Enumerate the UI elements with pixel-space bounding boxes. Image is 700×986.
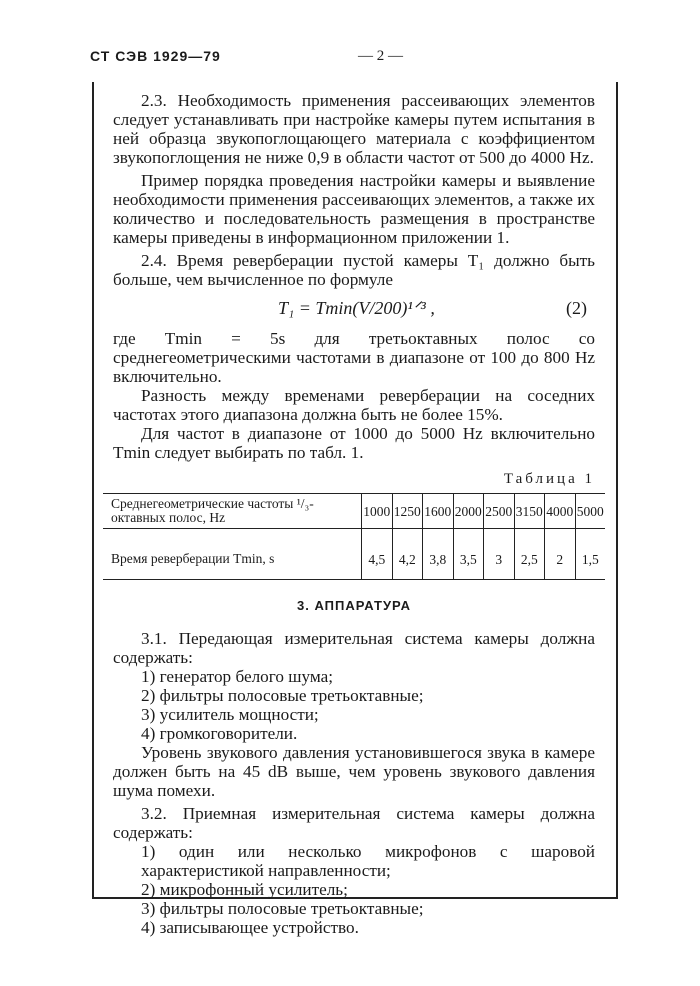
paragraph-3-2: 3.2. Приемная измерительная система камеры должна содержать: [113, 804, 595, 842]
list-item: 2) микрофонный усилитель; [141, 880, 348, 899]
list-item: 2) фильтры полосовые третьоктавные; [141, 686, 424, 705]
table-frequency: 1000 [362, 494, 393, 529]
standard-number: СТ СЭВ 1929—79 [90, 48, 221, 64]
table-value: 3,8 [423, 539, 454, 580]
table-value: 2,5 [514, 539, 545, 580]
page-header [90, 48, 610, 72]
table-value: 4,5 [362, 539, 393, 580]
list-item: 3) усилитель мощности; [141, 705, 319, 724]
paragraph-table-reference: Для частот в диапазоне от 1000 до 5000 Hz включительно Tmin следует выбирать по табл. 1. [113, 424, 595, 462]
table-body-row [103, 539, 605, 580]
table-header-row [103, 494, 605, 529]
table-header-label: Среднегеометрические частоты ¹/₃-октавных полос, Hz [103, 494, 362, 529]
formula: T₁ = Tmin(V/200)¹ᐟ³ , [278, 298, 435, 318]
paragraph-where: где Tmin = 5s для третьоктавных полос со среднегеометрическими частотами в диапазоне от 100 до 800 Hz включительно. [113, 329, 595, 386]
paragraph-difference: Разность между временами реверберации на соседних частотах этого диапазона должна быть не более 15%. [113, 386, 595, 424]
formula-number: (2) [566, 298, 587, 318]
table-frequency: 3150 [514, 494, 545, 529]
table-value: 4,2 [392, 539, 423, 580]
table-value: 3 [484, 539, 515, 580]
list-item: 4) записывающее устройство. [141, 918, 359, 937]
table-value: 2 [545, 539, 576, 580]
table-frequency: 1250 [392, 494, 423, 529]
paragraph-2-4: 2.4. Время реверберации пустой камеры T₁ должно быть больше, чем вычисленное по формуле [113, 251, 595, 289]
list-item: 3) фильтры полосовые третьоктавные; [141, 899, 424, 918]
table-frequency: 4000 [545, 494, 576, 529]
list-item: 1) генератор белого шума; [141, 667, 334, 686]
list-item: 4) громкоговорители. [141, 724, 298, 743]
paragraph-level: Уровень звукового давления установившегося звука в камере должен быть на 45 dB выше, чем уровень звукового давления шума помехи. [113, 743, 595, 800]
formula-block [113, 289, 595, 329]
section-title: 3. АППАРАТУРА [297, 598, 411, 613]
list-item: 1) один или несколько микрофонов с шаровой характеристикой направленности; [141, 842, 595, 880]
table-frequency: 1600 [423, 494, 454, 529]
table-value: 1,5 [575, 539, 605, 580]
table-value: 3,5 [453, 539, 484, 580]
table-frequency: 5000 [575, 494, 605, 529]
table-frequency: 2000 [453, 494, 484, 529]
document-body [111, 91, 604, 937]
table-row-label: Время реверберации Tmin, s [103, 539, 362, 580]
paragraph-3-1: 3.1. Передающая измерительная система камеры должна содержать: [113, 629, 595, 667]
paragraph-2-3: 2.3. Необходимость применения рассеивающих элементов следует устанавливать при настройке камеры путем испытания в ней образца звукопоглощающего материала с коэффициентом звукопоглощения не ниже 0,9 в области частот от 500 до 4000 Hz. [113, 91, 595, 167]
table-frequency: 2500 [484, 494, 515, 529]
table-caption: Таблица 1 [503, 471, 595, 487]
paragraph-example: Пример порядка проведения настройки камеры и выявление необходимости применения рассеивающих элементов, а также их количество и последовательность размещения в пространстве камеры приведены в информационном приложении 1. [113, 171, 595, 247]
reverberation-table [103, 493, 605, 580]
page-number: — 2 — [358, 48, 403, 64]
